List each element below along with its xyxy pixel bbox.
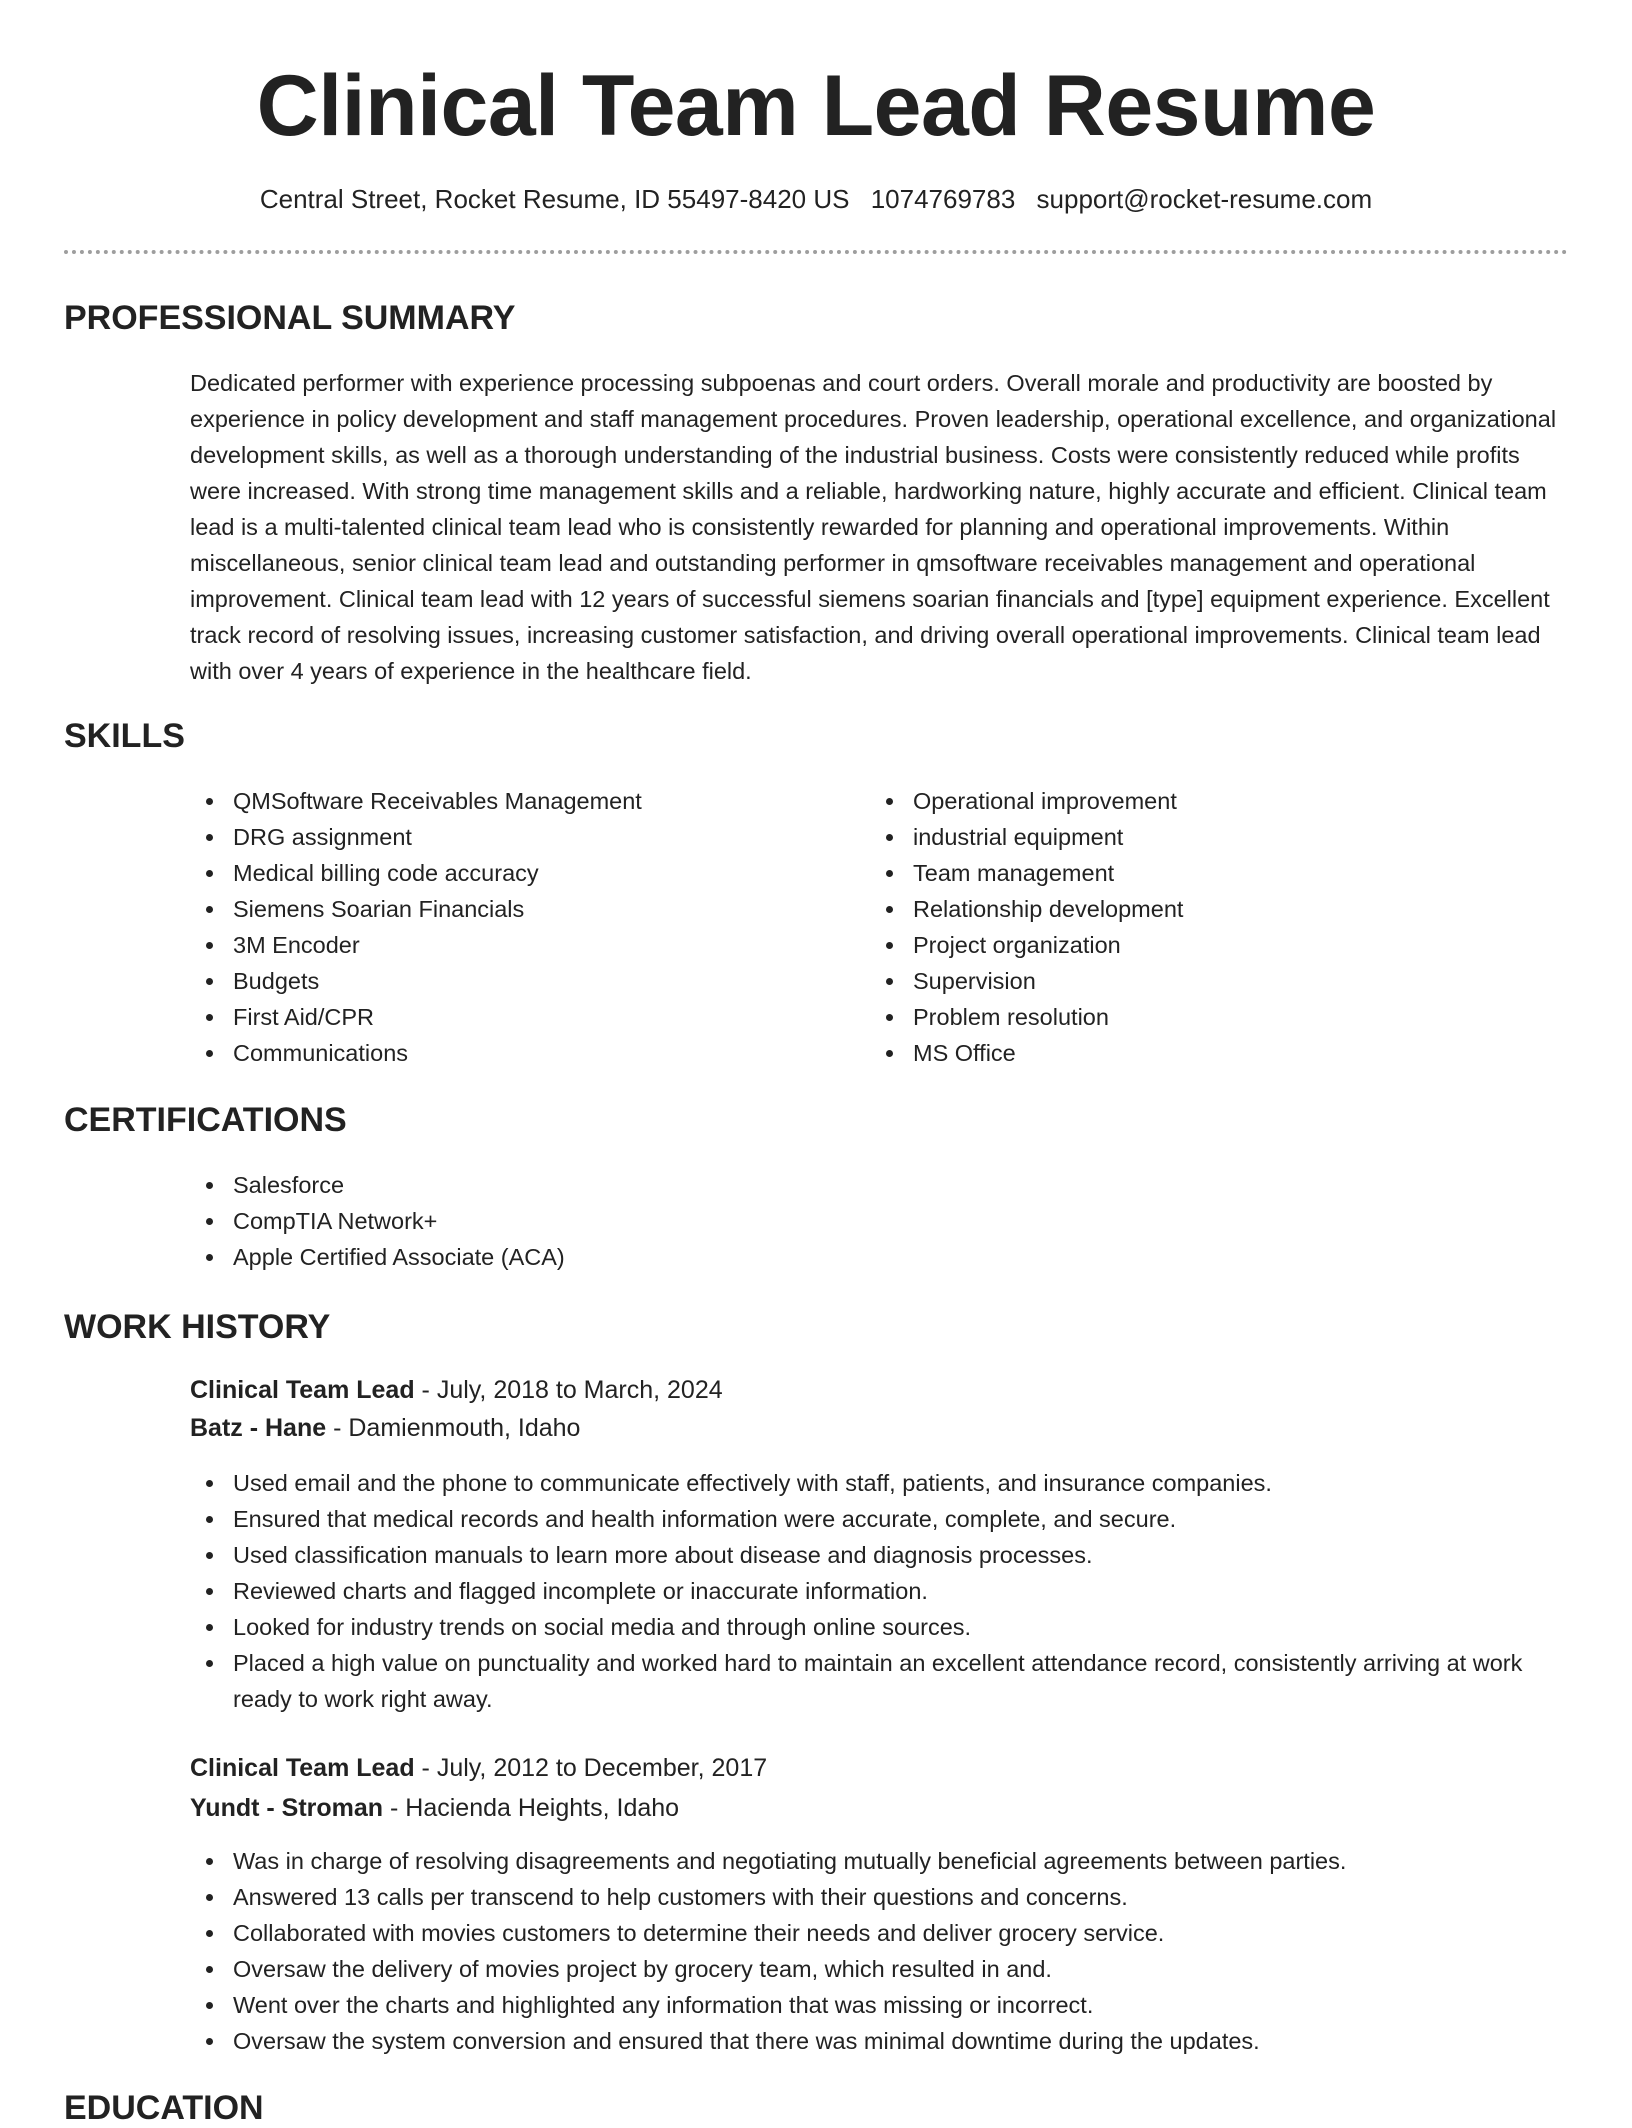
skills-list-left xyxy=(190,783,830,1071)
skill-item: Budgets xyxy=(190,963,830,999)
skill-item: Supervision xyxy=(870,963,1570,999)
bullet-icon xyxy=(206,798,213,805)
bullet-icon xyxy=(206,1050,213,1057)
bullet-icon xyxy=(206,1552,213,1559)
skill-item: Team management xyxy=(870,855,1570,891)
bullet-icon xyxy=(206,870,213,877)
bullet-icon xyxy=(886,870,893,877)
bullet-icon xyxy=(886,906,893,913)
bullet-icon xyxy=(206,906,213,913)
bullet-icon xyxy=(206,1218,213,1225)
resume-title: Clinical Team Lead Resume xyxy=(256,58,1376,154)
contact-line xyxy=(0,182,1632,216)
bullet-icon xyxy=(206,1516,213,1523)
job-title-line xyxy=(190,1749,767,1787)
bullet-icon xyxy=(206,1858,213,1865)
job-role: Clinical Team Lead xyxy=(190,1754,415,1782)
section-title-work-history: WORK HISTORY xyxy=(64,1308,331,1346)
section-title-summary: PROFESSIONAL SUMMARY xyxy=(64,299,516,337)
job-company: Batz - Hane xyxy=(190,1414,327,1442)
bullet-icon xyxy=(206,834,213,841)
bullet-icon xyxy=(886,978,893,985)
section-title-skills: SKILLS xyxy=(64,717,185,755)
job-company-line xyxy=(190,1409,580,1447)
certification-item: Apple Certified Associate (ACA) xyxy=(190,1239,1570,1275)
job-duty: Went over the charts and highlighted any information that was missing or incorrect. xyxy=(190,1987,1570,2023)
bullet-icon xyxy=(886,1014,893,1021)
job-duty: Placed a high value on punctuality and worked hard to maintain an excellent attendance record, consistently arriving at work ready to work right away. xyxy=(190,1645,1570,1717)
job-company-line xyxy=(190,1789,679,1827)
header-divider xyxy=(64,250,1568,254)
job-duty: Collaborated with movies customers to determine their needs and deliver grocery service. xyxy=(190,1915,1570,1951)
bullet-icon xyxy=(206,942,213,949)
contact-address: Central Street, Rocket Resume, ID 55497-8420 US xyxy=(259,184,850,214)
job-location: - Hacienda Heights, Idaho xyxy=(383,1794,680,1822)
job-duty: Reviewed charts and flagged incomplete or inaccurate information. xyxy=(190,1573,1570,1609)
skill-item: industrial equipment xyxy=(870,819,1570,855)
job-company: Yundt - Stroman xyxy=(190,1794,384,1822)
contact-phone: 1074769783 xyxy=(870,184,1016,214)
bullet-icon xyxy=(206,1588,213,1595)
skill-item: DRG assignment xyxy=(190,819,830,855)
job-duty: Looked for industry trends on social media and through online sources. xyxy=(190,1609,1570,1645)
skill-item: Project organization xyxy=(870,927,1570,963)
bullet-icon xyxy=(206,1624,213,1631)
job-duty: Oversaw the system conversion and ensured that there was minimal downtime during the updates. xyxy=(190,2023,1570,2059)
job-duties-list xyxy=(190,1465,1570,1717)
job-dates: - July, 2018 to March, 2024 xyxy=(414,1376,723,1404)
bullet-icon xyxy=(886,942,893,949)
job-location: - Damienmouth, Idaho xyxy=(326,1414,581,1442)
bullet-icon xyxy=(206,978,213,985)
skills-list-right xyxy=(870,783,1570,1071)
job-dates: - July, 2012 to December, 2017 xyxy=(414,1754,768,1782)
section-title-education: EDUCATION xyxy=(64,2089,264,2127)
job-duty: Used email and the phone to communicate effectively with staff, patients, and insurance companies. xyxy=(190,1465,1570,1501)
bullet-icon xyxy=(206,1480,213,1487)
job-duty: Oversaw the delivery of movies project by grocery team, which resulted in and. xyxy=(190,1951,1570,1987)
certifications-list xyxy=(190,1167,1570,1275)
certification-item: Salesforce xyxy=(190,1167,1570,1203)
certification-item: CompTIA Network+ xyxy=(190,1203,1570,1239)
job-duty: Ensured that medical records and health information were accurate, complete, and secure. xyxy=(190,1501,1570,1537)
skill-item: Siemens Soarian Financials xyxy=(190,891,830,927)
bullet-icon xyxy=(206,1894,213,1901)
job-title-line xyxy=(190,1371,723,1409)
section-title-certifications: CERTIFICATIONS xyxy=(64,1101,347,1139)
contact-email: support@rocket-resume.com xyxy=(1036,184,1373,214)
skill-item: Operational improvement xyxy=(870,783,1570,819)
skill-item: Communications xyxy=(190,1035,830,1071)
job-role: Clinical Team Lead xyxy=(190,1376,415,1404)
skill-item: QMSoftware Receivables Management xyxy=(190,783,830,819)
skill-item: Problem resolution xyxy=(870,999,1570,1035)
bullet-icon xyxy=(206,1930,213,1937)
bullet-icon xyxy=(886,834,893,841)
job-duty: Was in charge of resolving disagreements and negotiating mutually beneficial agreements between parties. xyxy=(190,1843,1570,1879)
job-duty: Used classification manuals to learn more about disease and diagnosis processes. xyxy=(190,1537,1570,1573)
bullet-icon xyxy=(886,798,893,805)
summary-text: Dedicated performer with experience processing subpoenas and court orders. Overall morale and productivity are boosted by experience in policy development and staff management procedures. Proven leadership, operational excellence, and organizational development skills, as well as a thorough understanding of the industrial business. Costs were consistently reduced while profits were increased. With strong time management skills and a reliable, hardworking nature, highly accurate and efficient. Clinical team lead is a multi-talented clinical team lead who is consistently rewarded for planning and operational improvements. Within miscellaneous, senior clinical team lead and outstanding performer in qmsoftware receivables management and operational improvement. Clinical team lead with 12 years of successful siemens soarian financials and [type] equipment experience. Excellent track record of resolving issues, increasing customer satisfaction, and driving overall operational improvements. Clinical team lead with over 4 years of experience in the healthcare field. xyxy=(190,370,1557,684)
skill-item: 3M Encoder xyxy=(190,927,830,963)
skill-item: MS Office xyxy=(870,1035,1570,1071)
bullet-icon xyxy=(206,2038,213,2045)
skill-item: First Aid/CPR xyxy=(190,999,830,1035)
bullet-icon xyxy=(886,1050,893,1057)
skill-item: Medical billing code accuracy xyxy=(190,855,830,891)
bullet-icon xyxy=(206,1014,213,1021)
skill-item: Relationship development xyxy=(870,891,1570,927)
bullet-icon xyxy=(206,1660,213,1667)
job-duty: Answered 13 calls per transcend to help customers with their questions and concerns. xyxy=(190,1879,1570,1915)
bullet-icon xyxy=(206,1182,213,1189)
bullet-icon xyxy=(206,1254,213,1261)
job-duties-list xyxy=(190,1843,1570,2059)
bullet-icon xyxy=(206,2002,213,2009)
bullet-icon xyxy=(206,1966,213,1973)
